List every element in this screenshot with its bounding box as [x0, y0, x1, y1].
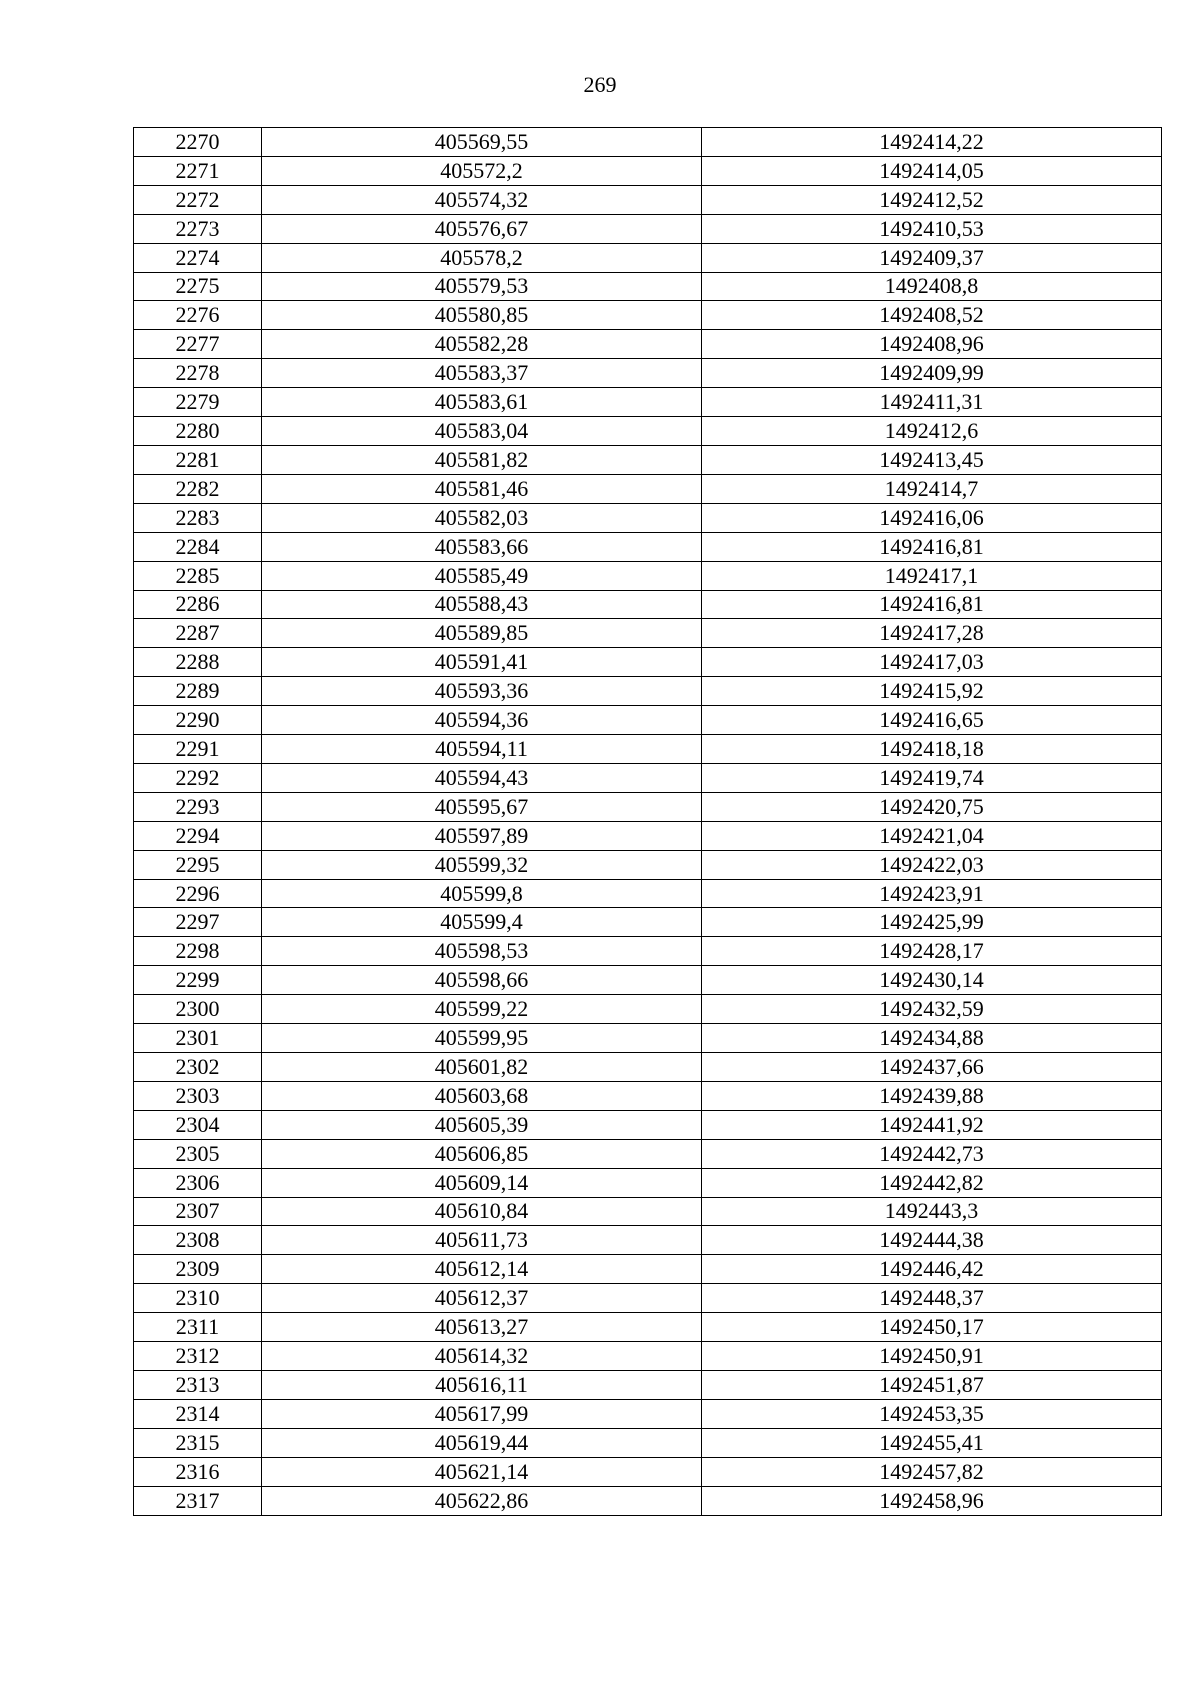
y-coordinate-cell: 1492410,53: [702, 214, 1162, 243]
point-number-cell: 2310: [134, 1284, 262, 1313]
x-coordinate-cell: 405582,28: [262, 330, 702, 359]
y-coordinate-cell: 1492442,73: [702, 1139, 1162, 1168]
point-number-cell: 2307: [134, 1197, 262, 1226]
table-row: [134, 1081, 1162, 1110]
point-number-cell: 2305: [134, 1139, 262, 1168]
y-coordinate-cell: 1492453,35: [702, 1399, 1162, 1428]
table-row: [134, 995, 1162, 1024]
table-row: [134, 879, 1162, 908]
point-number-cell: 2279: [134, 388, 262, 417]
table-row: [134, 561, 1162, 590]
x-coordinate-cell: 405593,36: [262, 677, 702, 706]
table-row: [134, 1226, 1162, 1255]
x-coordinate-cell: 405613,27: [262, 1313, 702, 1342]
y-coordinate-cell: 1492408,96: [702, 330, 1162, 359]
table-row: [134, 156, 1162, 185]
x-coordinate-cell: 405594,43: [262, 763, 702, 792]
x-coordinate-cell: 405616,11: [262, 1370, 702, 1399]
table-row: [134, 128, 1162, 157]
point-number-cell: 2290: [134, 706, 262, 735]
point-number-cell: 2302: [134, 1053, 262, 1082]
point-number-cell: 2301: [134, 1024, 262, 1053]
x-coordinate-cell: 405578,2: [262, 243, 702, 272]
x-coordinate-cell: 405579,53: [262, 272, 702, 301]
y-coordinate-cell: 1492448,37: [702, 1284, 1162, 1313]
x-coordinate-cell: 405576,67: [262, 214, 702, 243]
table-row: [134, 937, 1162, 966]
y-coordinate-cell: 1492457,82: [702, 1457, 1162, 1486]
x-coordinate-cell: 405595,67: [262, 792, 702, 821]
table-row: [134, 445, 1162, 474]
x-coordinate-cell: 405610,84: [262, 1197, 702, 1226]
point-number-cell: 2316: [134, 1457, 262, 1486]
table-row: [134, 677, 1162, 706]
x-coordinate-cell: 405588,43: [262, 590, 702, 619]
table-row: [134, 1255, 1162, 1284]
table-row: [134, 503, 1162, 532]
point-number-cell: 2273: [134, 214, 262, 243]
table-row: [134, 735, 1162, 764]
y-coordinate-cell: 1492428,17: [702, 937, 1162, 966]
table-row: [134, 243, 1162, 272]
x-coordinate-cell: 405605,39: [262, 1110, 702, 1139]
y-coordinate-cell: 1492417,1: [702, 561, 1162, 590]
y-coordinate-cell: 1492458,96: [702, 1486, 1162, 1515]
table-row: [134, 966, 1162, 995]
table-row: [134, 821, 1162, 850]
y-coordinate-cell: 1492455,41: [702, 1428, 1162, 1457]
x-coordinate-cell: 405581,82: [262, 445, 702, 474]
y-coordinate-cell: 1492451,87: [702, 1370, 1162, 1399]
y-coordinate-cell: 1492420,75: [702, 792, 1162, 821]
point-number-cell: 2282: [134, 474, 262, 503]
x-coordinate-cell: 405601,82: [262, 1053, 702, 1082]
y-coordinate-cell: 1492444,38: [702, 1226, 1162, 1255]
table-row: [134, 1284, 1162, 1313]
point-number-cell: 2309: [134, 1255, 262, 1284]
point-number-cell: 2291: [134, 735, 262, 764]
y-coordinate-cell: 1492411,31: [702, 388, 1162, 417]
point-number-cell: 2292: [134, 763, 262, 792]
table-row: [134, 648, 1162, 677]
page-number: 269: [583, 72, 617, 97]
point-number-cell: 2311: [134, 1313, 262, 1342]
y-coordinate-cell: 1492419,74: [702, 763, 1162, 792]
point-number-cell: 2276: [134, 301, 262, 330]
x-coordinate-cell: 405611,73: [262, 1226, 702, 1255]
y-coordinate-cell: 1492416,81: [702, 590, 1162, 619]
y-coordinate-cell: 1492442,82: [702, 1168, 1162, 1197]
table-row: [134, 590, 1162, 619]
point-number-cell: 2294: [134, 821, 262, 850]
y-coordinate-cell: 1492413,45: [702, 445, 1162, 474]
table-row: [134, 474, 1162, 503]
table-row: [134, 388, 1162, 417]
point-number-cell: 2277: [134, 330, 262, 359]
table-row: [134, 330, 1162, 359]
point-number-cell: 2287: [134, 619, 262, 648]
x-coordinate-cell: 405599,8: [262, 879, 702, 908]
y-coordinate-cell: 1492446,42: [702, 1255, 1162, 1284]
table-row: [134, 301, 1162, 330]
table-row: [134, 908, 1162, 937]
point-number-cell: 2293: [134, 792, 262, 821]
y-coordinate-cell: 1492432,59: [702, 995, 1162, 1024]
table-row: [134, 1486, 1162, 1515]
y-coordinate-cell: 1492441,92: [702, 1110, 1162, 1139]
table-row: [134, 1457, 1162, 1486]
point-number-cell: 2280: [134, 417, 262, 446]
x-coordinate-cell: 405585,49: [262, 561, 702, 590]
y-coordinate-cell: 1492409,37: [702, 243, 1162, 272]
point-number-cell: 2289: [134, 677, 262, 706]
x-coordinate-cell: 405581,46: [262, 474, 702, 503]
x-coordinate-cell: 405606,85: [262, 1139, 702, 1168]
y-coordinate-cell: 1492416,65: [702, 706, 1162, 735]
x-coordinate-cell: 405583,66: [262, 532, 702, 561]
point-number-cell: 2283: [134, 503, 262, 532]
x-coordinate-cell: 405603,68: [262, 1081, 702, 1110]
y-coordinate-cell: 1492408,52: [702, 301, 1162, 330]
x-coordinate-cell: 405621,14: [262, 1457, 702, 1486]
y-coordinate-cell: 1492416,81: [702, 532, 1162, 561]
point-number-cell: 2285: [134, 561, 262, 590]
table-row: [134, 763, 1162, 792]
table-row: [134, 1168, 1162, 1197]
table-row: [134, 1110, 1162, 1139]
y-coordinate-cell: 1492409,99: [702, 359, 1162, 388]
x-coordinate-cell: 405609,14: [262, 1168, 702, 1197]
table-row: [134, 272, 1162, 301]
x-coordinate-cell: 405617,99: [262, 1399, 702, 1428]
x-coordinate-cell: 405599,4: [262, 908, 702, 937]
point-number-cell: 2299: [134, 966, 262, 995]
point-number-cell: 2297: [134, 908, 262, 937]
table-row: [134, 185, 1162, 214]
table-row: [134, 706, 1162, 735]
point-number-cell: 2314: [134, 1399, 262, 1428]
x-coordinate-cell: 405619,44: [262, 1428, 702, 1457]
table-row: [134, 1197, 1162, 1226]
x-coordinate-cell: 405612,37: [262, 1284, 702, 1313]
point-number-cell: 2296: [134, 879, 262, 908]
y-coordinate-cell: 1492416,06: [702, 503, 1162, 532]
y-coordinate-cell: 1492412,52: [702, 185, 1162, 214]
y-coordinate-cell: 1492421,04: [702, 821, 1162, 850]
table-row: [134, 1370, 1162, 1399]
x-coordinate-cell: 405612,14: [262, 1255, 702, 1284]
table-row: [134, 417, 1162, 446]
x-coordinate-cell: 405614,32: [262, 1342, 702, 1371]
x-coordinate-cell: 405574,32: [262, 185, 702, 214]
point-number-cell: 2284: [134, 532, 262, 561]
coordinates-table-body: [134, 128, 1162, 1516]
x-coordinate-cell: 405569,55: [262, 128, 702, 157]
point-number-cell: 2275: [134, 272, 262, 301]
table-row: [134, 1342, 1162, 1371]
coordinates-table: [133, 127, 1162, 1516]
y-coordinate-cell: 1492434,88: [702, 1024, 1162, 1053]
y-coordinate-cell: 1492422,03: [702, 850, 1162, 879]
table-row: [134, 619, 1162, 648]
x-coordinate-cell: 405599,32: [262, 850, 702, 879]
point-number-cell: 2300: [134, 995, 262, 1024]
table-row: [134, 1428, 1162, 1457]
y-coordinate-cell: 1492418,18: [702, 735, 1162, 764]
y-coordinate-cell: 1492414,22: [702, 128, 1162, 157]
x-coordinate-cell: 405580,85: [262, 301, 702, 330]
point-number-cell: 2272: [134, 185, 262, 214]
y-coordinate-cell: 1492412,6: [702, 417, 1162, 446]
point-number-cell: 2271: [134, 156, 262, 185]
point-number-cell: 2306: [134, 1168, 262, 1197]
point-number-cell: 2317: [134, 1486, 262, 1515]
table-row: [134, 1024, 1162, 1053]
y-coordinate-cell: 1492417,28: [702, 619, 1162, 648]
x-coordinate-cell: 405599,22: [262, 995, 702, 1024]
y-coordinate-cell: 1492414,7: [702, 474, 1162, 503]
x-coordinate-cell: 405598,53: [262, 937, 702, 966]
y-coordinate-cell: 1492423,91: [702, 879, 1162, 908]
table-row: [134, 1399, 1162, 1428]
y-coordinate-cell: 1492443,3: [702, 1197, 1162, 1226]
point-number-cell: 2303: [134, 1081, 262, 1110]
table-row: [134, 532, 1162, 561]
y-coordinate-cell: 1492425,99: [702, 908, 1162, 937]
x-coordinate-cell: 405583,04: [262, 417, 702, 446]
x-coordinate-cell: 405622,86: [262, 1486, 702, 1515]
y-coordinate-cell: 1492414,05: [702, 156, 1162, 185]
point-number-cell: 2304: [134, 1110, 262, 1139]
y-coordinate-cell: 1492408,8: [702, 272, 1162, 301]
x-coordinate-cell: 405594,11: [262, 735, 702, 764]
point-number-cell: 2295: [134, 850, 262, 879]
table-row: [134, 850, 1162, 879]
point-number-cell: 2286: [134, 590, 262, 619]
point-number-cell: 2298: [134, 937, 262, 966]
point-number-cell: 2313: [134, 1370, 262, 1399]
y-coordinate-cell: 1492439,88: [702, 1081, 1162, 1110]
x-coordinate-cell: 405572,2: [262, 156, 702, 185]
y-coordinate-cell: 1492415,92: [702, 677, 1162, 706]
x-coordinate-cell: 405583,37: [262, 359, 702, 388]
point-number-cell: 2312: [134, 1342, 262, 1371]
x-coordinate-cell: 405589,85: [262, 619, 702, 648]
y-coordinate-cell: 1492450,17: [702, 1313, 1162, 1342]
x-coordinate-cell: 405597,89: [262, 821, 702, 850]
table-row: [134, 792, 1162, 821]
table-row: [134, 1139, 1162, 1168]
point-number-cell: 2278: [134, 359, 262, 388]
y-coordinate-cell: 1492430,14: [702, 966, 1162, 995]
point-number-cell: 2308: [134, 1226, 262, 1255]
y-coordinate-cell: 1492450,91: [702, 1342, 1162, 1371]
x-coordinate-cell: 405591,41: [262, 648, 702, 677]
table-row: [134, 1053, 1162, 1082]
x-coordinate-cell: 405583,61: [262, 388, 702, 417]
point-number-cell: 2274: [134, 243, 262, 272]
x-coordinate-cell: 405599,95: [262, 1024, 702, 1053]
point-number-cell: 2281: [134, 445, 262, 474]
point-number-cell: 2288: [134, 648, 262, 677]
table-row: [134, 214, 1162, 243]
x-coordinate-cell: 405594,36: [262, 706, 702, 735]
table-row: [134, 1313, 1162, 1342]
x-coordinate-cell: 405582,03: [262, 503, 702, 532]
y-coordinate-cell: 1492437,66: [702, 1053, 1162, 1082]
point-number-cell: 2270: [134, 128, 262, 157]
point-number-cell: 2315: [134, 1428, 262, 1457]
y-coordinate-cell: 1492417,03: [702, 648, 1162, 677]
x-coordinate-cell: 405598,66: [262, 966, 702, 995]
table-row: [134, 359, 1162, 388]
